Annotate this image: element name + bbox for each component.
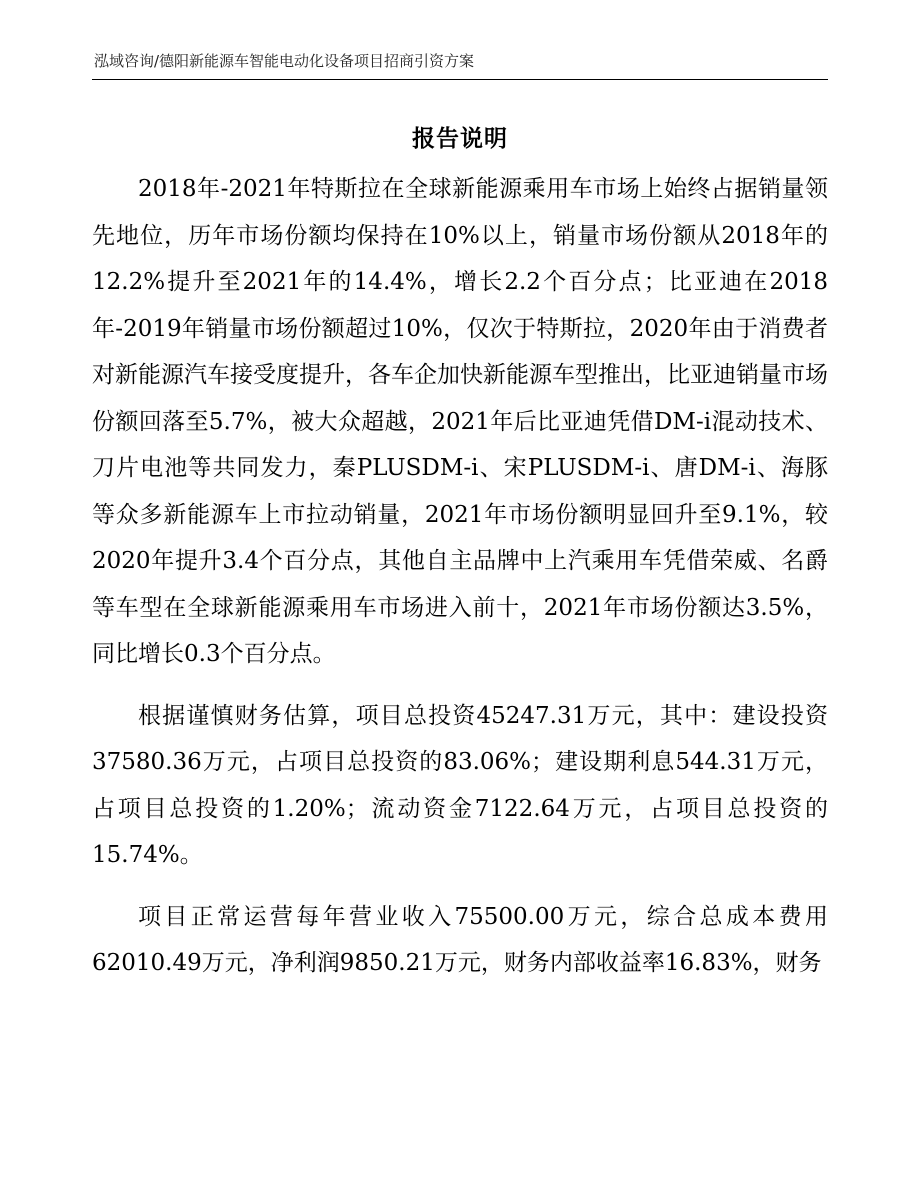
paragraph-operations: 项目正常运营每年营业收入75500.00万元，综合总成本费用62010.49万元，净利润9850.21万元，财务内部收益率16.83%，财务 (92, 903, 828, 976)
paragraph-market-share: 2018年-2021年特斯拉在全球新能源乘用车市场上始终占据销量领先地位，历年市场份额均保持在10%以上，销量市场份额从2018年的12.2%提升至2021年的14.4%，增长2.2个百分点；比亚迪在2018年-2019年销量市场份额超过10%，仅次于特斯拉，2020年由于消费者对新能源汽车接受度提升，各车企加快新能源车型推出，比亚迪销量市场份额回落至5.7%，被大众超越，2021年后比亚迪凭借DM-i混动技术、刀片电池等共同发力，秦PLUSDM-i、宋PLUSDM-i、唐DM-i、海豚等众多新能源车上市拉动销量，2021年市场份额明显回升至9.1%，较2020年提升3.4个百分点，其他自主品牌中上汽乘用车凭借荣威、名爵等车型在全球新能源乘用车市场进入前十，2021年市场份额达3.5%，同比增长0.3个百分点。 (92, 176, 828, 667)
paragraph-investment: 根据谨慎财务估算，项目总投资45247.31万元，其中：建设投资37580.36万元，占项目总投资的83.06%；建设期利息544.31万元，占项目总投资的1.20%；流动资金7122.64万元，占项目总投资的15.74%。 (92, 702, 828, 868)
header-divider (92, 79, 828, 80)
body-text (92, 166, 828, 1002)
running-header: 泓域咨询/德阳新能源车智能电动化设备项目招商引资方案 (94, 52, 475, 70)
section-title: 报告说明 (412, 126, 508, 152)
